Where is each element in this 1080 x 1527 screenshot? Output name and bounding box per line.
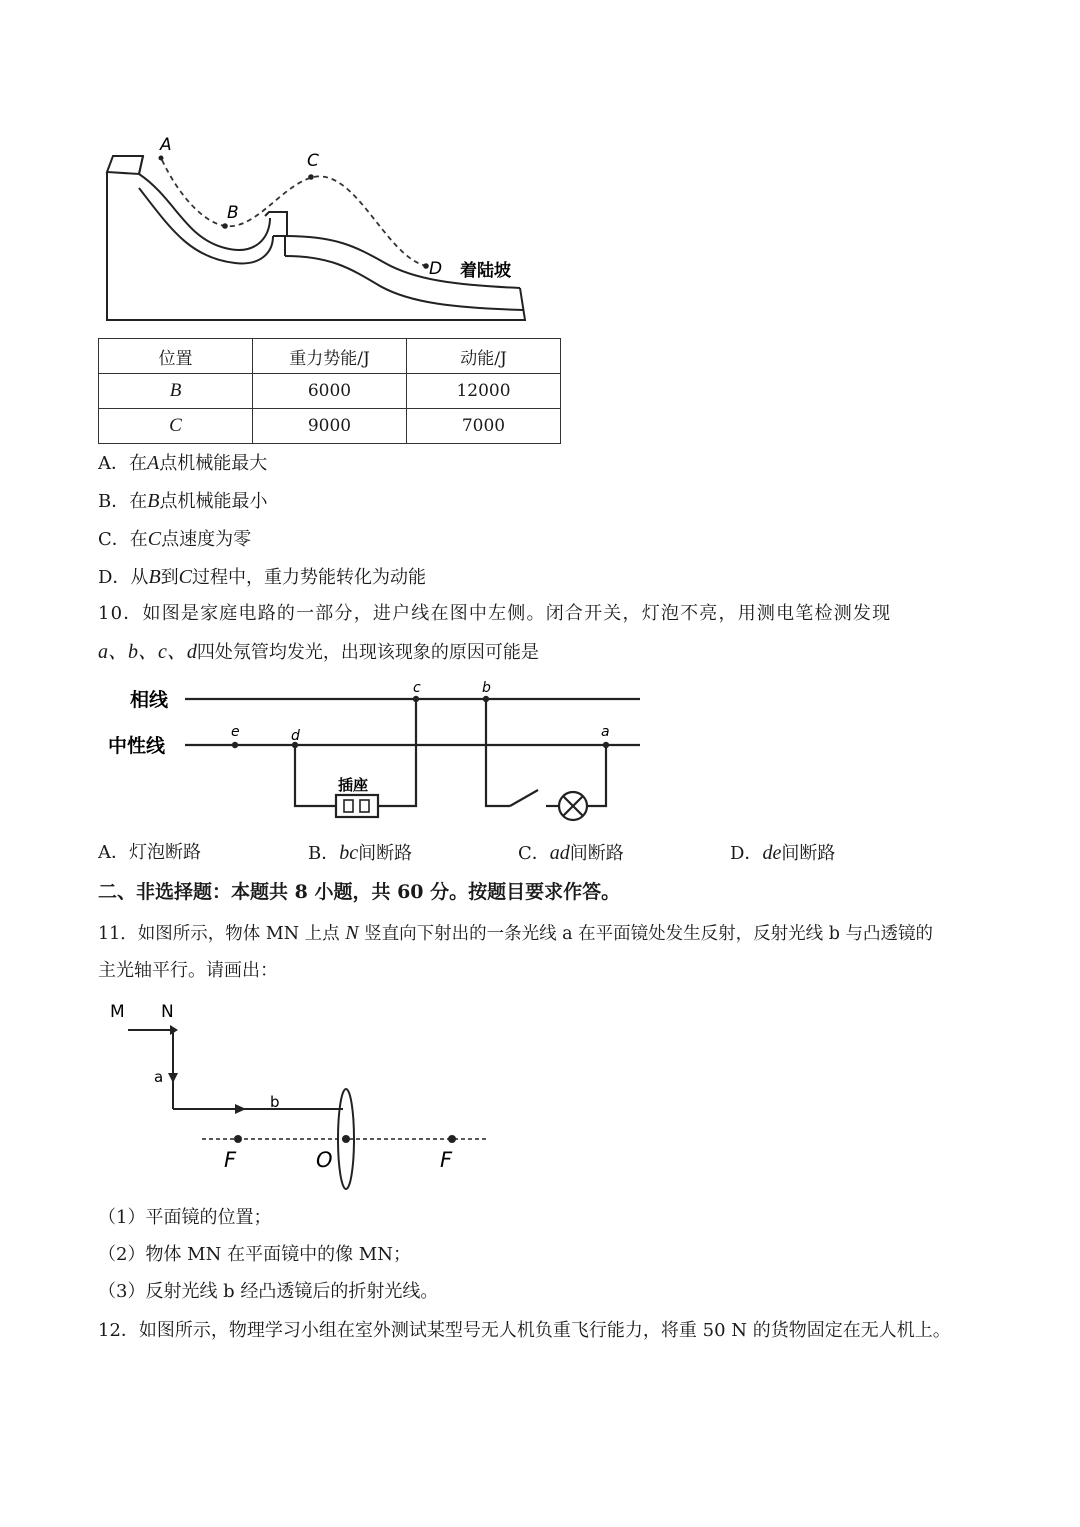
focus-label-right: F <box>440 1148 453 1172</box>
ray-label-a: a <box>154 1068 164 1086</box>
q9-option-c: C．在C点速度为零 <box>98 528 252 550</box>
point-a-label: a <box>601 724 610 740</box>
table-cell: 6000 <box>253 374 407 409</box>
table-header-row <box>99 339 561 374</box>
table-cell: 9000 <box>253 409 407 444</box>
q9-option-d: D．从B到C过程中，重力势能转化为动能 <box>98 566 426 588</box>
table-row <box>99 409 561 444</box>
energy-table <box>98 338 561 444</box>
table-cell: 7000 <box>407 409 561 444</box>
q10-option-c: C．ad间断路 <box>518 842 624 864</box>
table-header-cell: 动能/J <box>407 339 561 374</box>
q11-stem-line1: 11．如图所示，物体 MN 上点 N 竖直向下射出的一条光线 a 在平面镜处发生反射，反射光线 b 与凸透镜的 <box>98 922 934 944</box>
table-row <box>99 374 561 409</box>
q10-option-d: D．de间断路 <box>730 842 836 864</box>
q11-stem-line2: 主光轴平行。请画出： <box>98 960 278 981</box>
table-header-cell: 位置 <box>99 339 253 374</box>
socket-label: 插座 <box>338 776 369 794</box>
object-label-N: N <box>161 1002 174 1022</box>
q10-stem-line2: a、b、c、d四处氖管均发光，出现该现象的原因可能是 <box>98 641 539 663</box>
label-landing-slope: 着陆坡 <box>460 261 511 281</box>
table-cell: 12000 <box>407 374 561 409</box>
optical-center-label: O <box>316 1148 333 1172</box>
table-cell: B <box>99 374 253 409</box>
q10-stem-line1: 10．如图是家庭电路的一部分，进户线在图中左侧。闭合开关，灯泡不亮，用测电笔检测发现 <box>98 603 892 624</box>
circuit-figure <box>100 678 660 828</box>
q11-sub-3: （3）反射光线 b 经凸透镜后的折射光线。 <box>98 1281 439 1302</box>
q11-sub-1: （1）平面镜的位置； <box>98 1207 272 1228</box>
label-B: B <box>227 203 239 223</box>
q11-sub-2: （2）物体 MN 在平面镜中的像 MN； <box>98 1244 411 1265</box>
point-c-label: c <box>413 680 421 696</box>
q9-option-b: B．在B点机械能最小 <box>98 490 268 512</box>
focus-label-left: F <box>224 1148 237 1172</box>
q10-option-a: A．灯泡断路 <box>98 842 201 863</box>
neutral-wire-label: 中性线 <box>108 735 166 757</box>
point-e-label: e <box>231 724 240 740</box>
object-label-M: M <box>110 1002 125 1022</box>
label-C: C <box>307 151 319 171</box>
live-wire-label: 相线 <box>130 689 169 711</box>
q12-stem: 12．如图所示，物理学习小组在室外测试某型号无人机负重飞行能力，将重 50 N 的货物固定在无人机上。 <box>98 1320 951 1341</box>
q10-option-b: B．bc间断路 <box>308 842 413 864</box>
label-D: D <box>429 259 443 279</box>
point-b-label: b <box>482 680 491 696</box>
table-cell: C <box>99 409 253 444</box>
label-A: A <box>160 135 172 155</box>
ski-jump-figure <box>95 128 535 333</box>
section-heading: 二、非选择题：本题共 8 小题，共 60 分。按题目要求作答。 <box>98 881 621 903</box>
q9-option-a: A．在A点机械能最大 <box>98 452 268 474</box>
point-d-label: d <box>291 728 300 744</box>
table-header-cell: 重力势能/J <box>253 339 407 374</box>
ray-label-b: b <box>270 1093 280 1111</box>
optics-figure <box>100 995 500 1200</box>
